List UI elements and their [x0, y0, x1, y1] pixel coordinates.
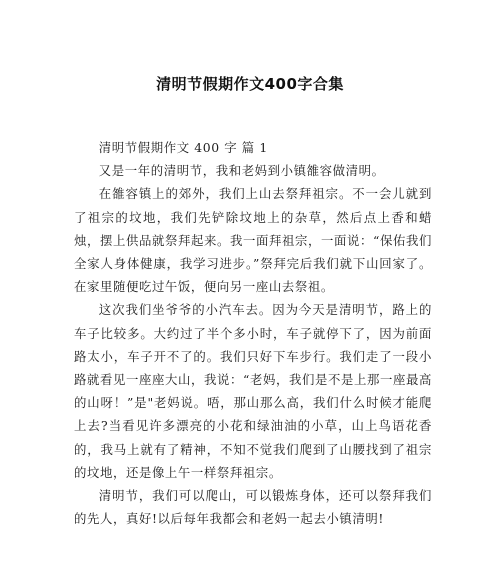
paragraph-3: 这次我们坐爷爷的小汽车去。因为今天是清明节，路上的车子比较多。大约过了半个多小时，车子就停下了，因为前面路太小，车子开不了的。我们只好下车步行。我们走了一段小路就看见一座座大山，我说：“老妈，我们是不是上那一座最高的山呀！”是"老妈说。唔，那山那么高，我们什么时候才能爬上去?当看见许多漂亮的小花和绿油油的小草，山上鸟语花香的，我马上就有了精神，不知不觉我们爬到了山腰找到了祖宗的坟地，还是像上午一样祭拜祖宗。 [74, 302, 432, 480]
document-body [74, 136, 432, 530]
paragraph-1: 又是一年的清明节，我和老妈到小镇雒容做清明。 [98, 163, 385, 179]
section-heading: 清明节假期作文 400 字 篇 1 [98, 140, 268, 155]
document-title: 清明节假期作文400字合集 [156, 75, 344, 93]
paragraph-2: 在雒容镇上的郊外，我们上山去祭拜祖宗。不一会儿就到了祖宗的坟地，我们先铲除坟地上的杂草，然后点上香和蜡烛，摆上供品就祭拜起来。我一面拜祖宗，一面说：“保佑我们全家人身体健康，我学习进步。”祭拜完后我们就下山回家了。在家里随便吃过午饭，便向另一座山去祭祖。 [74, 186, 432, 295]
paragraph-4: 清明节，我们可以爬山，可以锻炼身体，还可以祭拜我们的先人，真好!以后每年我都会和老妈一起去小镇清明! [74, 488, 432, 527]
